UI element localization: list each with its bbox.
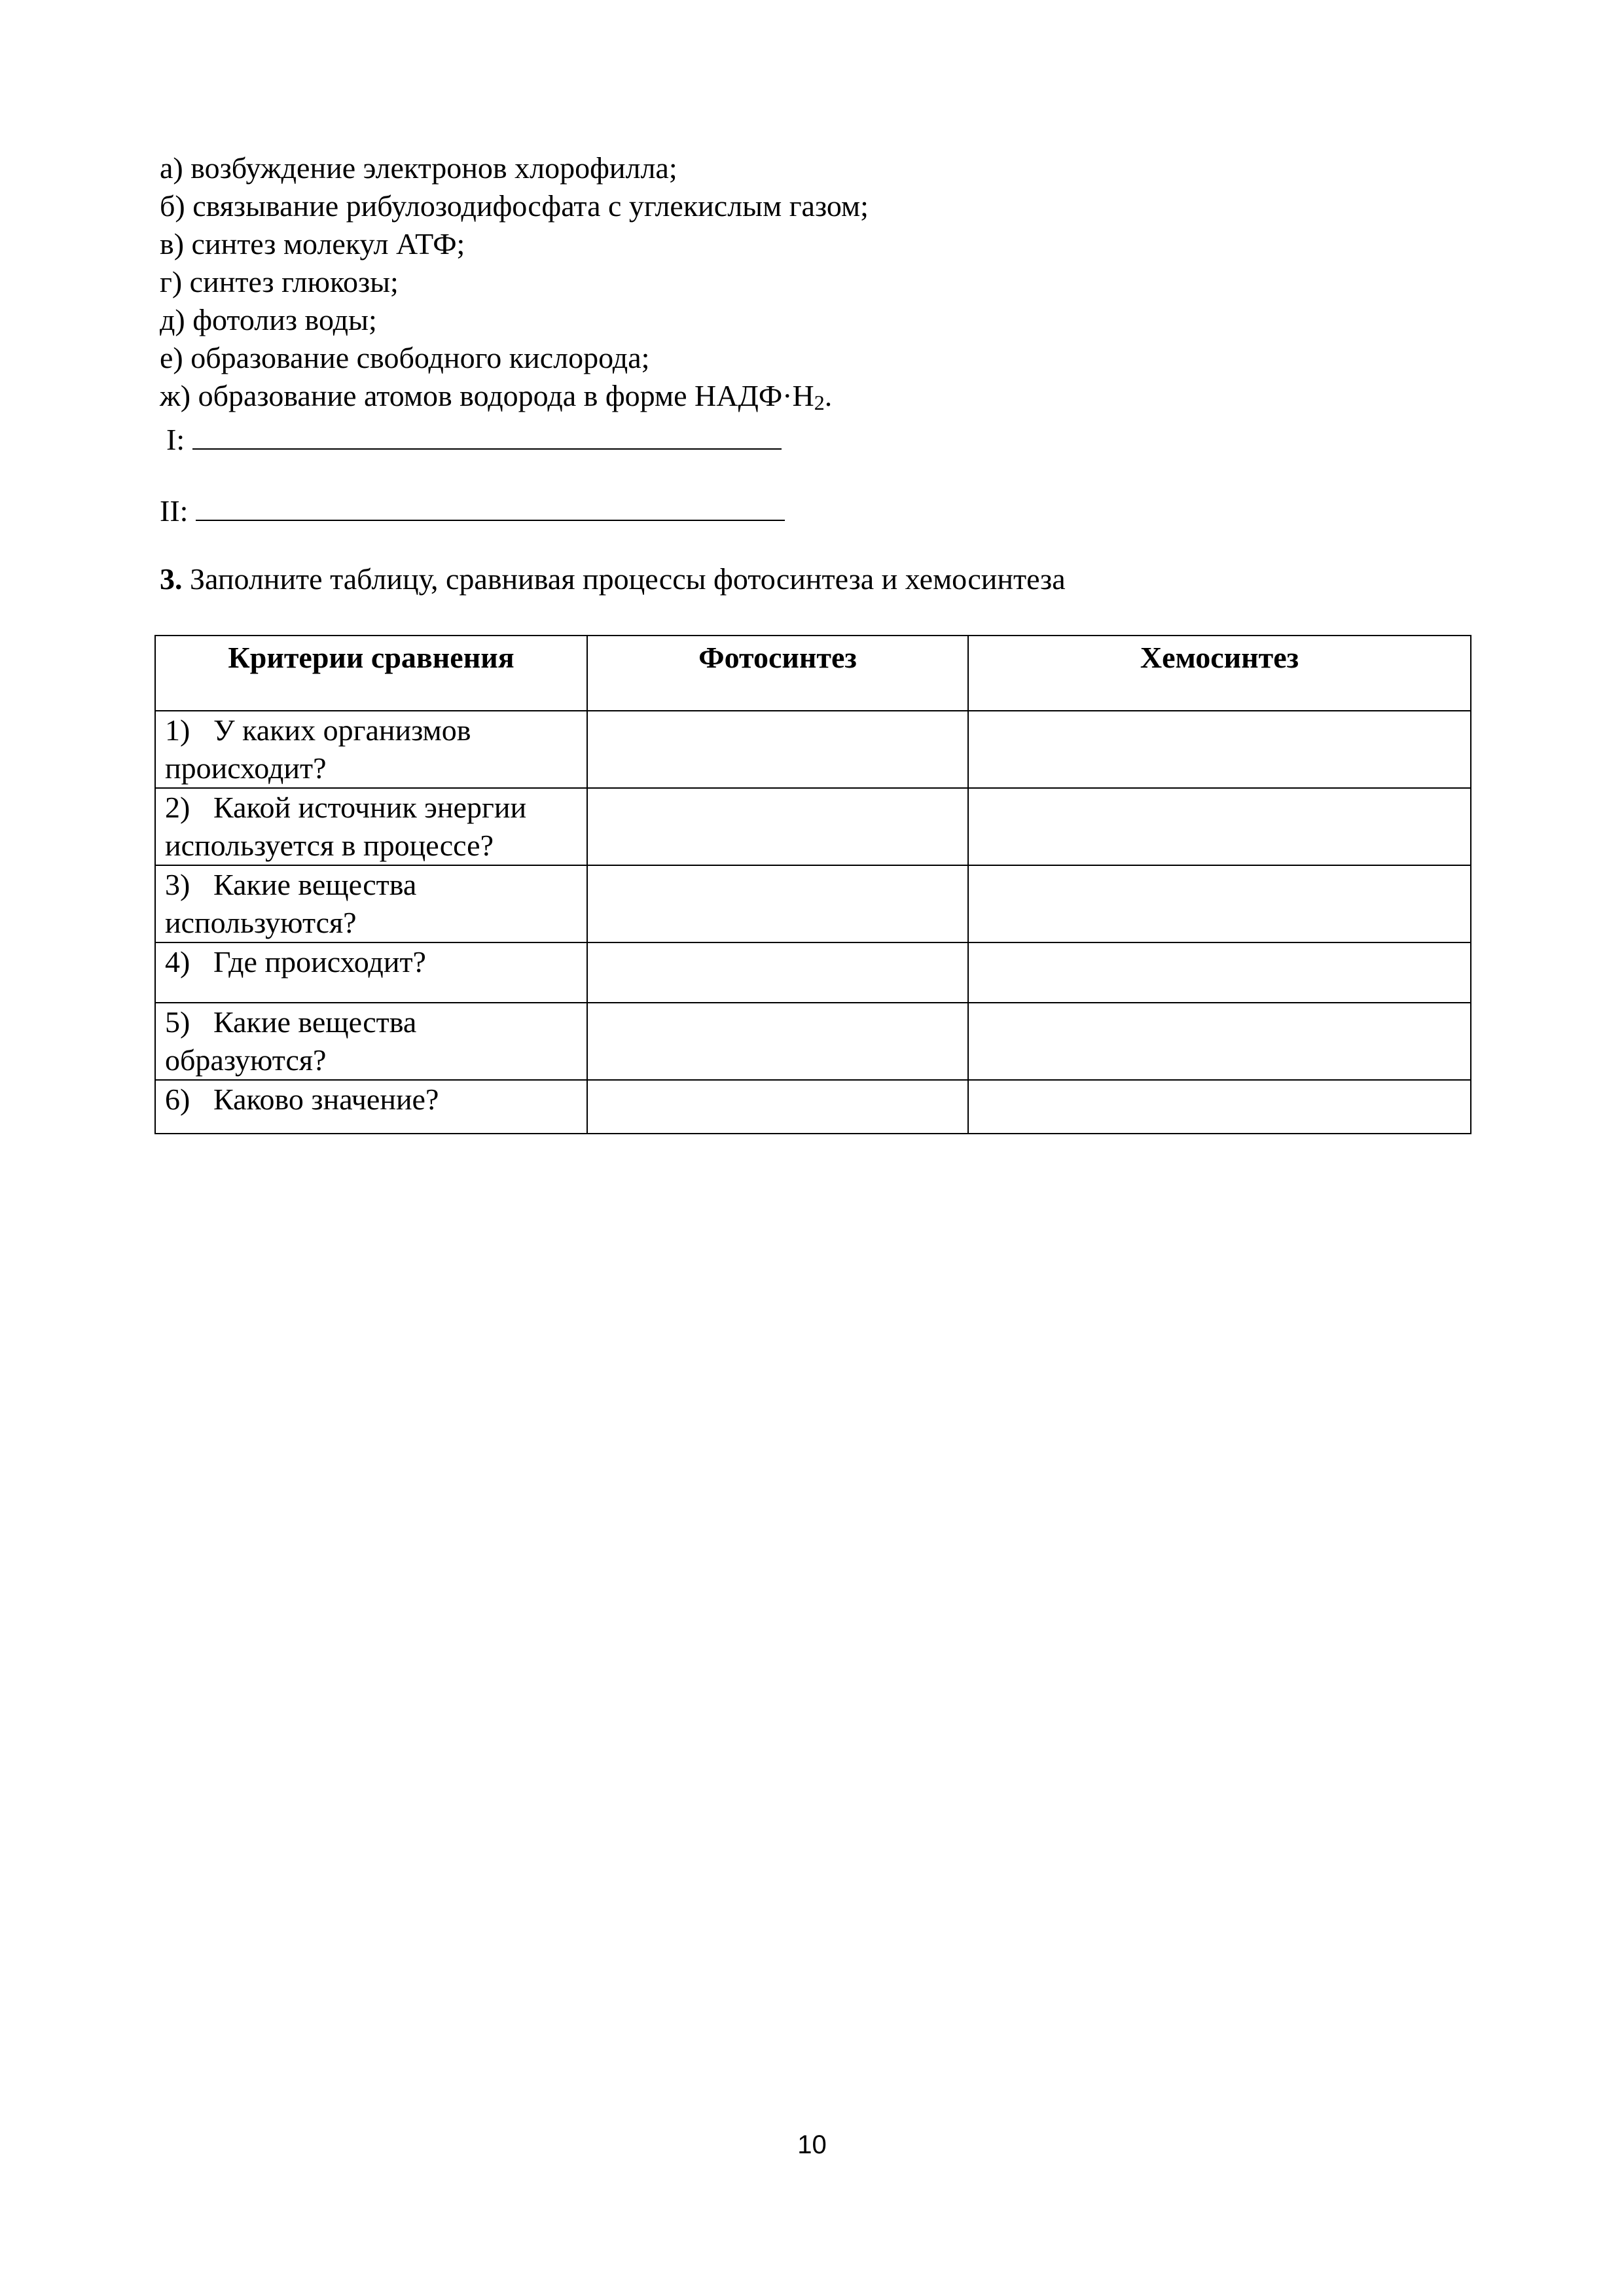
- photosynthesis-answer-cell[interactable]: [587, 942, 968, 1003]
- criterion-cell: [155, 942, 587, 1003]
- task-text: Заполните таблицу, сравнивая процессы фотосинтеза и хемосинтеза: [182, 562, 1066, 596]
- table-row: [155, 1003, 1471, 1080]
- criterion-number: 2): [165, 791, 190, 824]
- table-header-row: [155, 636, 1471, 711]
- chemosynthesis-answer-cell[interactable]: [968, 1003, 1471, 1080]
- table-row: [155, 788, 1471, 865]
- table-row: [155, 711, 1471, 788]
- criterion-text: Где происходит?: [213, 945, 426, 978]
- chemosynthesis-answer-cell[interactable]: [968, 865, 1471, 942]
- answer-options-list: [160, 149, 1403, 415]
- table-row: [155, 1080, 1471, 1134]
- option-zh: [160, 377, 1403, 415]
- criterion-cell: [155, 1003, 587, 1080]
- criterion-text: Какие вещества используются?: [165, 868, 417, 939]
- option-g: г) синтез глюкозы;: [160, 265, 399, 298]
- option-b: б) связывание рибулозодифосфата с углекислым газом;: [160, 189, 869, 223]
- chemosynthesis-answer-cell[interactable]: [968, 942, 1471, 1003]
- criterion-number: 4): [165, 945, 190, 978]
- answer-line-second: [160, 492, 785, 530]
- header-chemosynthesis: Хемосинтез: [968, 636, 1471, 711]
- photosynthesis-answer-cell[interactable]: [587, 1080, 968, 1134]
- chemosynthesis-answer-cell[interactable]: [968, 711, 1471, 788]
- option-d: д) фотолиз воды;: [160, 303, 377, 336]
- answer-line-first: [166, 421, 782, 459]
- criterion-text: Какой источник энергии используется в процессе?: [165, 791, 527, 862]
- photosynthesis-answer-cell[interactable]: [587, 788, 968, 865]
- chemosynthesis-answer-cell[interactable]: [968, 1080, 1471, 1134]
- criterion-number: 5): [165, 1005, 190, 1039]
- criterion-cell: [155, 865, 587, 942]
- criterion-cell: [155, 788, 587, 865]
- header-criteria: Критерии сравнения: [155, 636, 587, 711]
- table-row: [155, 865, 1471, 942]
- criterion-number: 3): [165, 868, 190, 901]
- comparison-table: [154, 635, 1471, 1134]
- criterion-cell: [155, 711, 587, 788]
- criterion-text: Какие вещества образуются?: [165, 1005, 417, 1077]
- option-zh-subscript: 2: [814, 391, 825, 414]
- answer-blank-first[interactable]: [192, 423, 782, 450]
- photosynthesis-answer-cell[interactable]: [587, 1003, 968, 1080]
- option-e: е) образование свободного кислорода;: [160, 341, 650, 374]
- option-a: а) возбуждение электронов хлорофилла;: [160, 151, 677, 185]
- page-number: 10: [797, 2130, 827, 2159]
- option-v: в) синтез молекул АТФ;: [160, 227, 465, 260]
- photosynthesis-answer-cell[interactable]: [587, 711, 968, 788]
- answer-blank-second[interactable]: [196, 495, 785, 521]
- task-number: 3.: [160, 562, 183, 596]
- criterion-text: Каково значение?: [213, 1083, 439, 1116]
- criterion-number: 6): [165, 1083, 190, 1116]
- criterion-cell: [155, 1080, 587, 1134]
- photosynthesis-answer-cell[interactable]: [587, 865, 968, 942]
- task-heading: [160, 560, 1066, 598]
- criterion-text: У каких организмов происходит?: [165, 713, 471, 785]
- criterion-number: 1): [165, 713, 190, 747]
- answer-label-second: II:: [160, 494, 189, 528]
- option-zh-text: ж) образование атомов водорода в форме НАДФ·Н: [160, 379, 814, 412]
- option-zh-end: .: [824, 379, 833, 412]
- chemosynthesis-answer-cell[interactable]: [968, 788, 1471, 865]
- answer-label-first: I:: [166, 423, 185, 456]
- header-photosynthesis: Фотосинтез: [587, 636, 968, 711]
- table-row: [155, 942, 1471, 1003]
